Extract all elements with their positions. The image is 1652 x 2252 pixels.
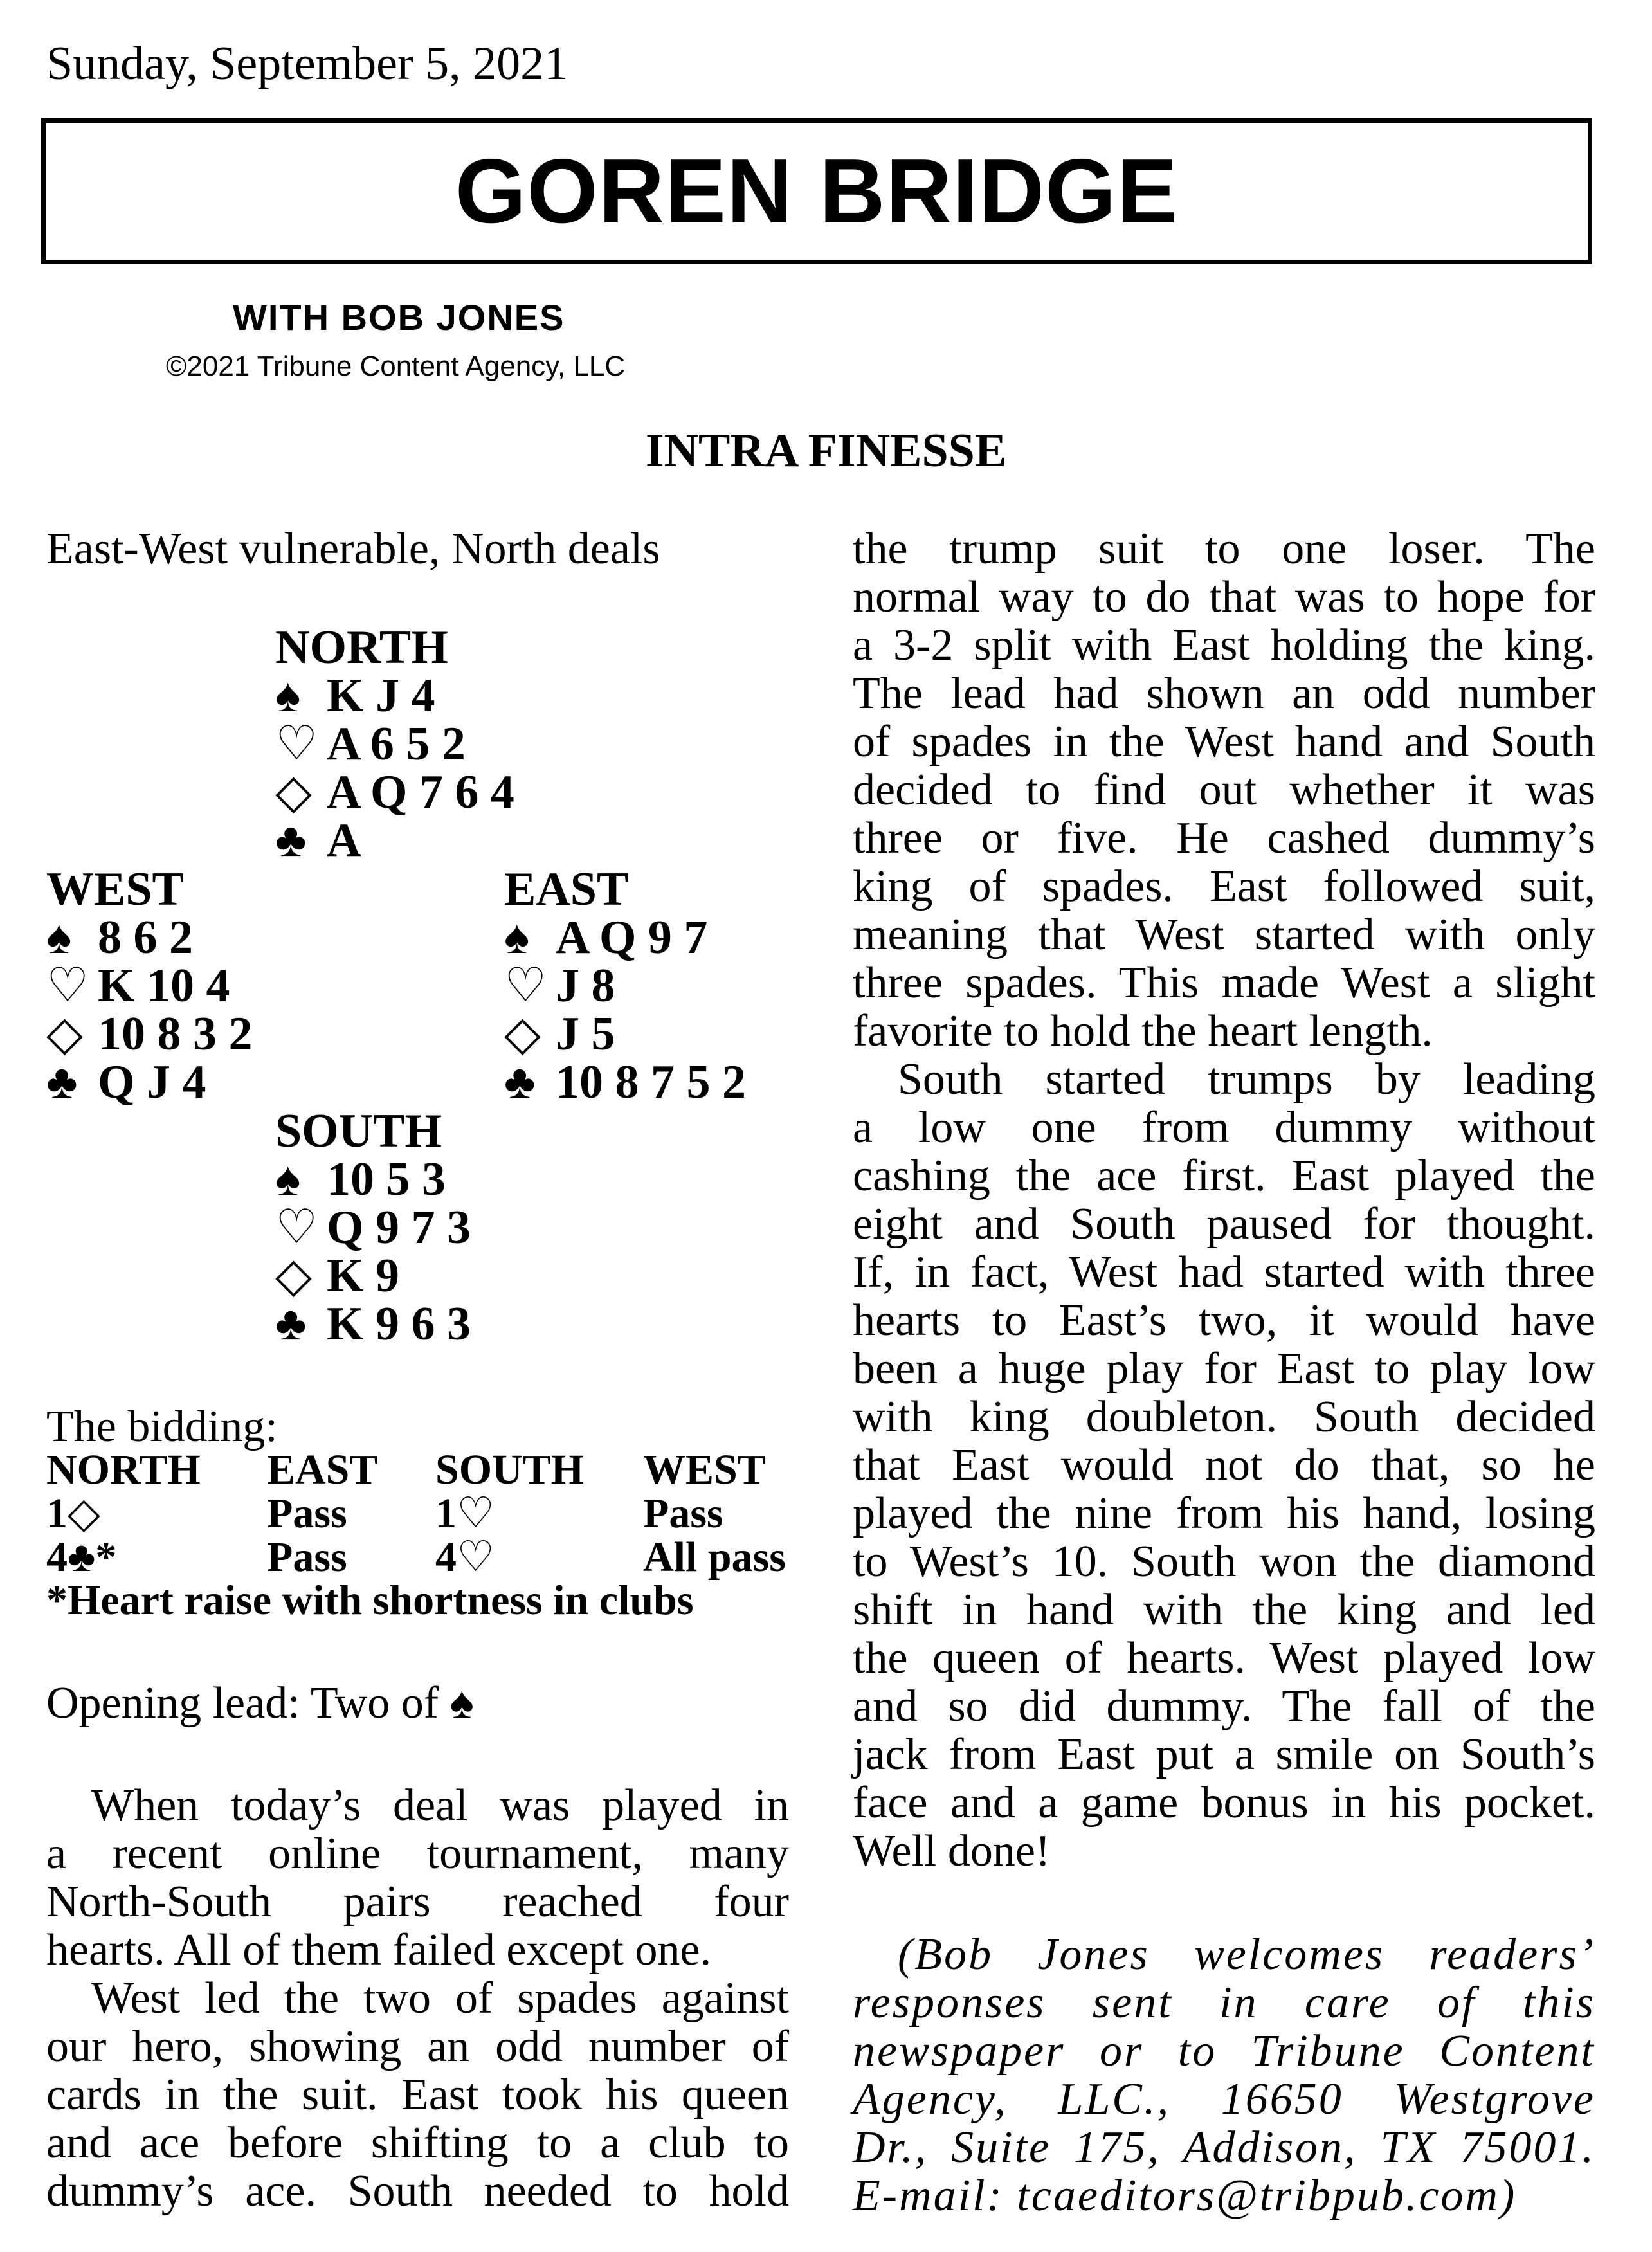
left-column-line: hearts. All of them failed except one. <box>46 1925 712 1975</box>
right-column-line: meaning that West started with only <box>853 910 1595 959</box>
east-diamonds-cards: J 5 <box>556 1008 615 1060</box>
diamond-icon: ◇ <box>275 1249 312 1302</box>
bid-level: 4 <box>435 1534 457 1581</box>
east-hearts <box>504 959 746 1012</box>
right-column-line: If, in fact, West had started with three <box>853 1248 1595 1297</box>
contact-note-line: Agency, LLC., 16650 Westgrove <box>853 2075 1595 2124</box>
diamond-icon: ◇ <box>46 1008 83 1060</box>
right-column-line: eight and South paused for thought. <box>853 1199 1595 1249</box>
bidding-row <box>46 1536 810 1579</box>
right-column-line: the trump suit to one loser. The <box>853 524 1595 574</box>
contact-note-line: Dr., Suite 175, Addison, TX 75001. <box>853 2123 1595 2172</box>
club-icon: ♣ <box>275 1298 307 1350</box>
south-diamonds <box>275 1249 471 1302</box>
right-column-line: three or five. He cashed dummy’s <box>853 813 1595 863</box>
contact-note-line: (Bob Jones welcomes readers’ <box>898 1930 1595 1979</box>
right-column-line: face and a game bonus in his pocket. <box>853 1778 1595 1828</box>
east-hand <box>504 863 746 1109</box>
bid-south-1 <box>435 1492 643 1536</box>
contact-note-line: E-mail: tcaeditors@tribpub.com) <box>853 2171 1517 2220</box>
diamond-icon: ◇ <box>504 1008 541 1060</box>
bidding-header-north: NORTH <box>46 1446 201 1493</box>
south-hand <box>275 1107 471 1348</box>
north-hand <box>275 621 514 867</box>
right-column-line: the queen of hearts. West played low <box>853 1633 1595 1683</box>
spade-icon: ♠ <box>275 1153 301 1206</box>
bid-footnote-marker: * <box>95 1534 117 1581</box>
left-column-line: cards in the suit. East took his queen <box>46 2070 789 2120</box>
article-body-left-column <box>46 1781 789 2215</box>
right-column-line: a 3-2 split with East holding the king. <box>853 621 1595 670</box>
north-clubs <box>275 814 514 867</box>
bid-south-2 <box>435 1536 643 1579</box>
diamond-icon: ◇ <box>68 1490 100 1537</box>
right-column-line: hearts to East’s two, it would have <box>853 1296 1595 1345</box>
right-column-line: been a huge play for East to play low <box>853 1344 1595 1394</box>
right-column-line: king of spades. East followed suit, <box>853 862 1595 911</box>
north-label: NORTH <box>275 621 448 674</box>
bidding-footnote: *Heart raise with shortness in clubs <box>46 1577 694 1624</box>
west-hearts <box>46 959 253 1012</box>
left-column-line: West led the two of spades against <box>91 1974 789 2023</box>
left-column-line: and ace before shifting to a club to <box>46 2118 789 2168</box>
south-hearts <box>275 1201 471 1254</box>
south-clubs <box>275 1300 471 1348</box>
heart-icon: ♡ <box>275 1201 318 1254</box>
bid-west-2: All pass <box>643 1534 786 1581</box>
copyright-notice: ©2021 Tribune Content Agency, LLC <box>166 350 626 382</box>
right-column-line: three spades. This made West a slight <box>853 958 1595 1008</box>
spade-icon: ♠ <box>46 911 72 964</box>
right-column-line: and so did dummy. The fall of the <box>853 1682 1595 1731</box>
bid-west-1: Pass <box>643 1490 723 1537</box>
right-column-line: a low one from dummy without <box>853 1103 1595 1152</box>
opening-lead-text: Opening lead: Two of <box>46 1678 450 1728</box>
bid-level: 1 <box>46 1490 68 1537</box>
opening-lead <box>46 1678 474 1728</box>
bid-north-1 <box>46 1492 267 1536</box>
diamond-icon: ◇ <box>275 766 312 819</box>
masthead-box <box>41 118 1592 264</box>
east-diamonds <box>504 1010 746 1058</box>
right-column-line: that East would not do that, so he <box>853 1440 1595 1490</box>
north-hearts <box>275 720 514 768</box>
north-diamonds <box>275 768 514 817</box>
right-column-line: jack from East put a smile on South’s <box>853 1730 1595 1779</box>
south-spades <box>275 1153 471 1206</box>
article-body-right-column <box>853 525 1595 1875</box>
north-spades <box>275 669 514 722</box>
south-hearts-cards: Q 9 7 3 <box>327 1201 471 1254</box>
date-line: Sunday, September 5, 2021 <box>46 37 568 90</box>
south-diamonds-cards: K 9 <box>327 1249 400 1302</box>
heart-icon: ♡ <box>275 718 318 770</box>
left-column-line: a recent online tournament, many <box>46 1829 789 1878</box>
reader-contact-note <box>853 1930 1595 2220</box>
club-icon: ♣ <box>275 814 307 867</box>
east-spades-cards: A Q 9 7 <box>556 911 708 964</box>
club-icon: ♣ <box>504 1056 536 1109</box>
right-column-line: Well done! <box>853 1826 1051 1876</box>
bid-north-2 <box>46 1536 267 1579</box>
west-clubs <box>46 1058 253 1107</box>
bid-level: 1 <box>435 1490 457 1537</box>
north-spades-cards: K J 4 <box>327 669 435 722</box>
bidding-header-row <box>46 1448 810 1492</box>
bidding-header-west: WEST <box>643 1446 766 1493</box>
right-column-line: to West’s 10. South won the diamond <box>853 1537 1595 1586</box>
bid-level: 4 <box>46 1534 68 1581</box>
article-headline: INTRA FINESSE <box>645 424 1007 477</box>
club-icon: ♣ <box>46 1056 78 1109</box>
west-spades <box>46 911 253 964</box>
heart-icon: ♡ <box>457 1534 495 1581</box>
south-clubs-cards: K 9 6 3 <box>327 1298 471 1350</box>
bid-east-2: Pass <box>267 1534 347 1581</box>
east-hearts-cards: J 8 <box>556 959 615 1012</box>
right-column-line: played the nine from his hand, losing <box>853 1489 1595 1538</box>
west-label: WEST <box>46 863 184 916</box>
east-spades <box>504 911 746 964</box>
left-column-line: North-South pairs reached four <box>46 1877 789 1927</box>
south-spades-cards: 10 5 3 <box>327 1153 446 1206</box>
contact-note-line: newspaper or to Tribune Content <box>853 2026 1595 2076</box>
east-clubs <box>504 1058 746 1107</box>
contact-note-line: responses sent in care of this <box>853 1978 1595 2028</box>
west-hand <box>46 863 253 1109</box>
heart-icon: ♡ <box>457 1490 495 1537</box>
right-column-line: cashing the ace first. East played the <box>853 1151 1595 1201</box>
spade-icon: ♠ <box>504 911 530 964</box>
masthead-title: GOREN BRIDGE <box>455 140 1179 242</box>
spade-icon: ♠ <box>275 669 301 722</box>
north-diamonds-cards: A Q 7 6 4 <box>327 766 514 819</box>
west-spades-cards: 8 6 2 <box>98 911 193 964</box>
right-column-line: shift in hand with the king and led <box>853 1585 1595 1635</box>
right-column-line: South started trumps by leading <box>898 1055 1595 1104</box>
byline: WITH BOB JONES <box>233 297 565 338</box>
bid-east-1: Pass <box>267 1490 347 1537</box>
west-diamonds <box>46 1010 253 1058</box>
bidding-header-east: EAST <box>267 1446 378 1493</box>
right-column-line: favorite to hold the heart length. <box>853 1006 1433 1056</box>
bidding-header-south: SOUTH <box>435 1446 585 1493</box>
left-column-line: our hero, showing an odd number of <box>46 2022 789 2071</box>
east-label: EAST <box>504 863 629 916</box>
west-clubs-cards: Q J 4 <box>98 1056 206 1109</box>
spade-icon: ♠ <box>449 1678 474 1728</box>
west-hearts-cards: K 10 4 <box>98 959 230 1012</box>
right-column-line: with king doubleton. South decided <box>853 1392 1595 1442</box>
club-icon: ♣ <box>68 1534 96 1581</box>
heart-icon: ♡ <box>504 959 547 1012</box>
right-column-line: normal way to do that was to hope for <box>853 572 1595 622</box>
west-diamonds-cards: 10 8 3 2 <box>98 1008 253 1060</box>
left-column-line: dummy’s ace. South needed to hold <box>46 2166 789 2216</box>
north-clubs-cards: A <box>327 814 361 867</box>
right-column-line: decided to find out whether it was <box>853 765 1595 815</box>
right-column-line: of spades in the West hand and South <box>853 717 1595 767</box>
bidding-caption: The bidding: <box>46 1402 278 1451</box>
heart-icon: ♡ <box>46 959 89 1012</box>
south-label: SOUTH <box>275 1105 442 1158</box>
north-hearts-cards: A 6 5 2 <box>327 718 466 770</box>
bidding-row <box>46 1492 810 1536</box>
right-column-line: The lead had shown an odd number <box>853 669 1595 718</box>
vulnerability-line: East-West vulnerable, North deals <box>46 524 660 574</box>
east-clubs-cards: 10 8 7 5 2 <box>556 1056 746 1109</box>
left-column-line: When today’s deal was played in <box>91 1781 789 1830</box>
bidding-table <box>46 1448 810 1579</box>
